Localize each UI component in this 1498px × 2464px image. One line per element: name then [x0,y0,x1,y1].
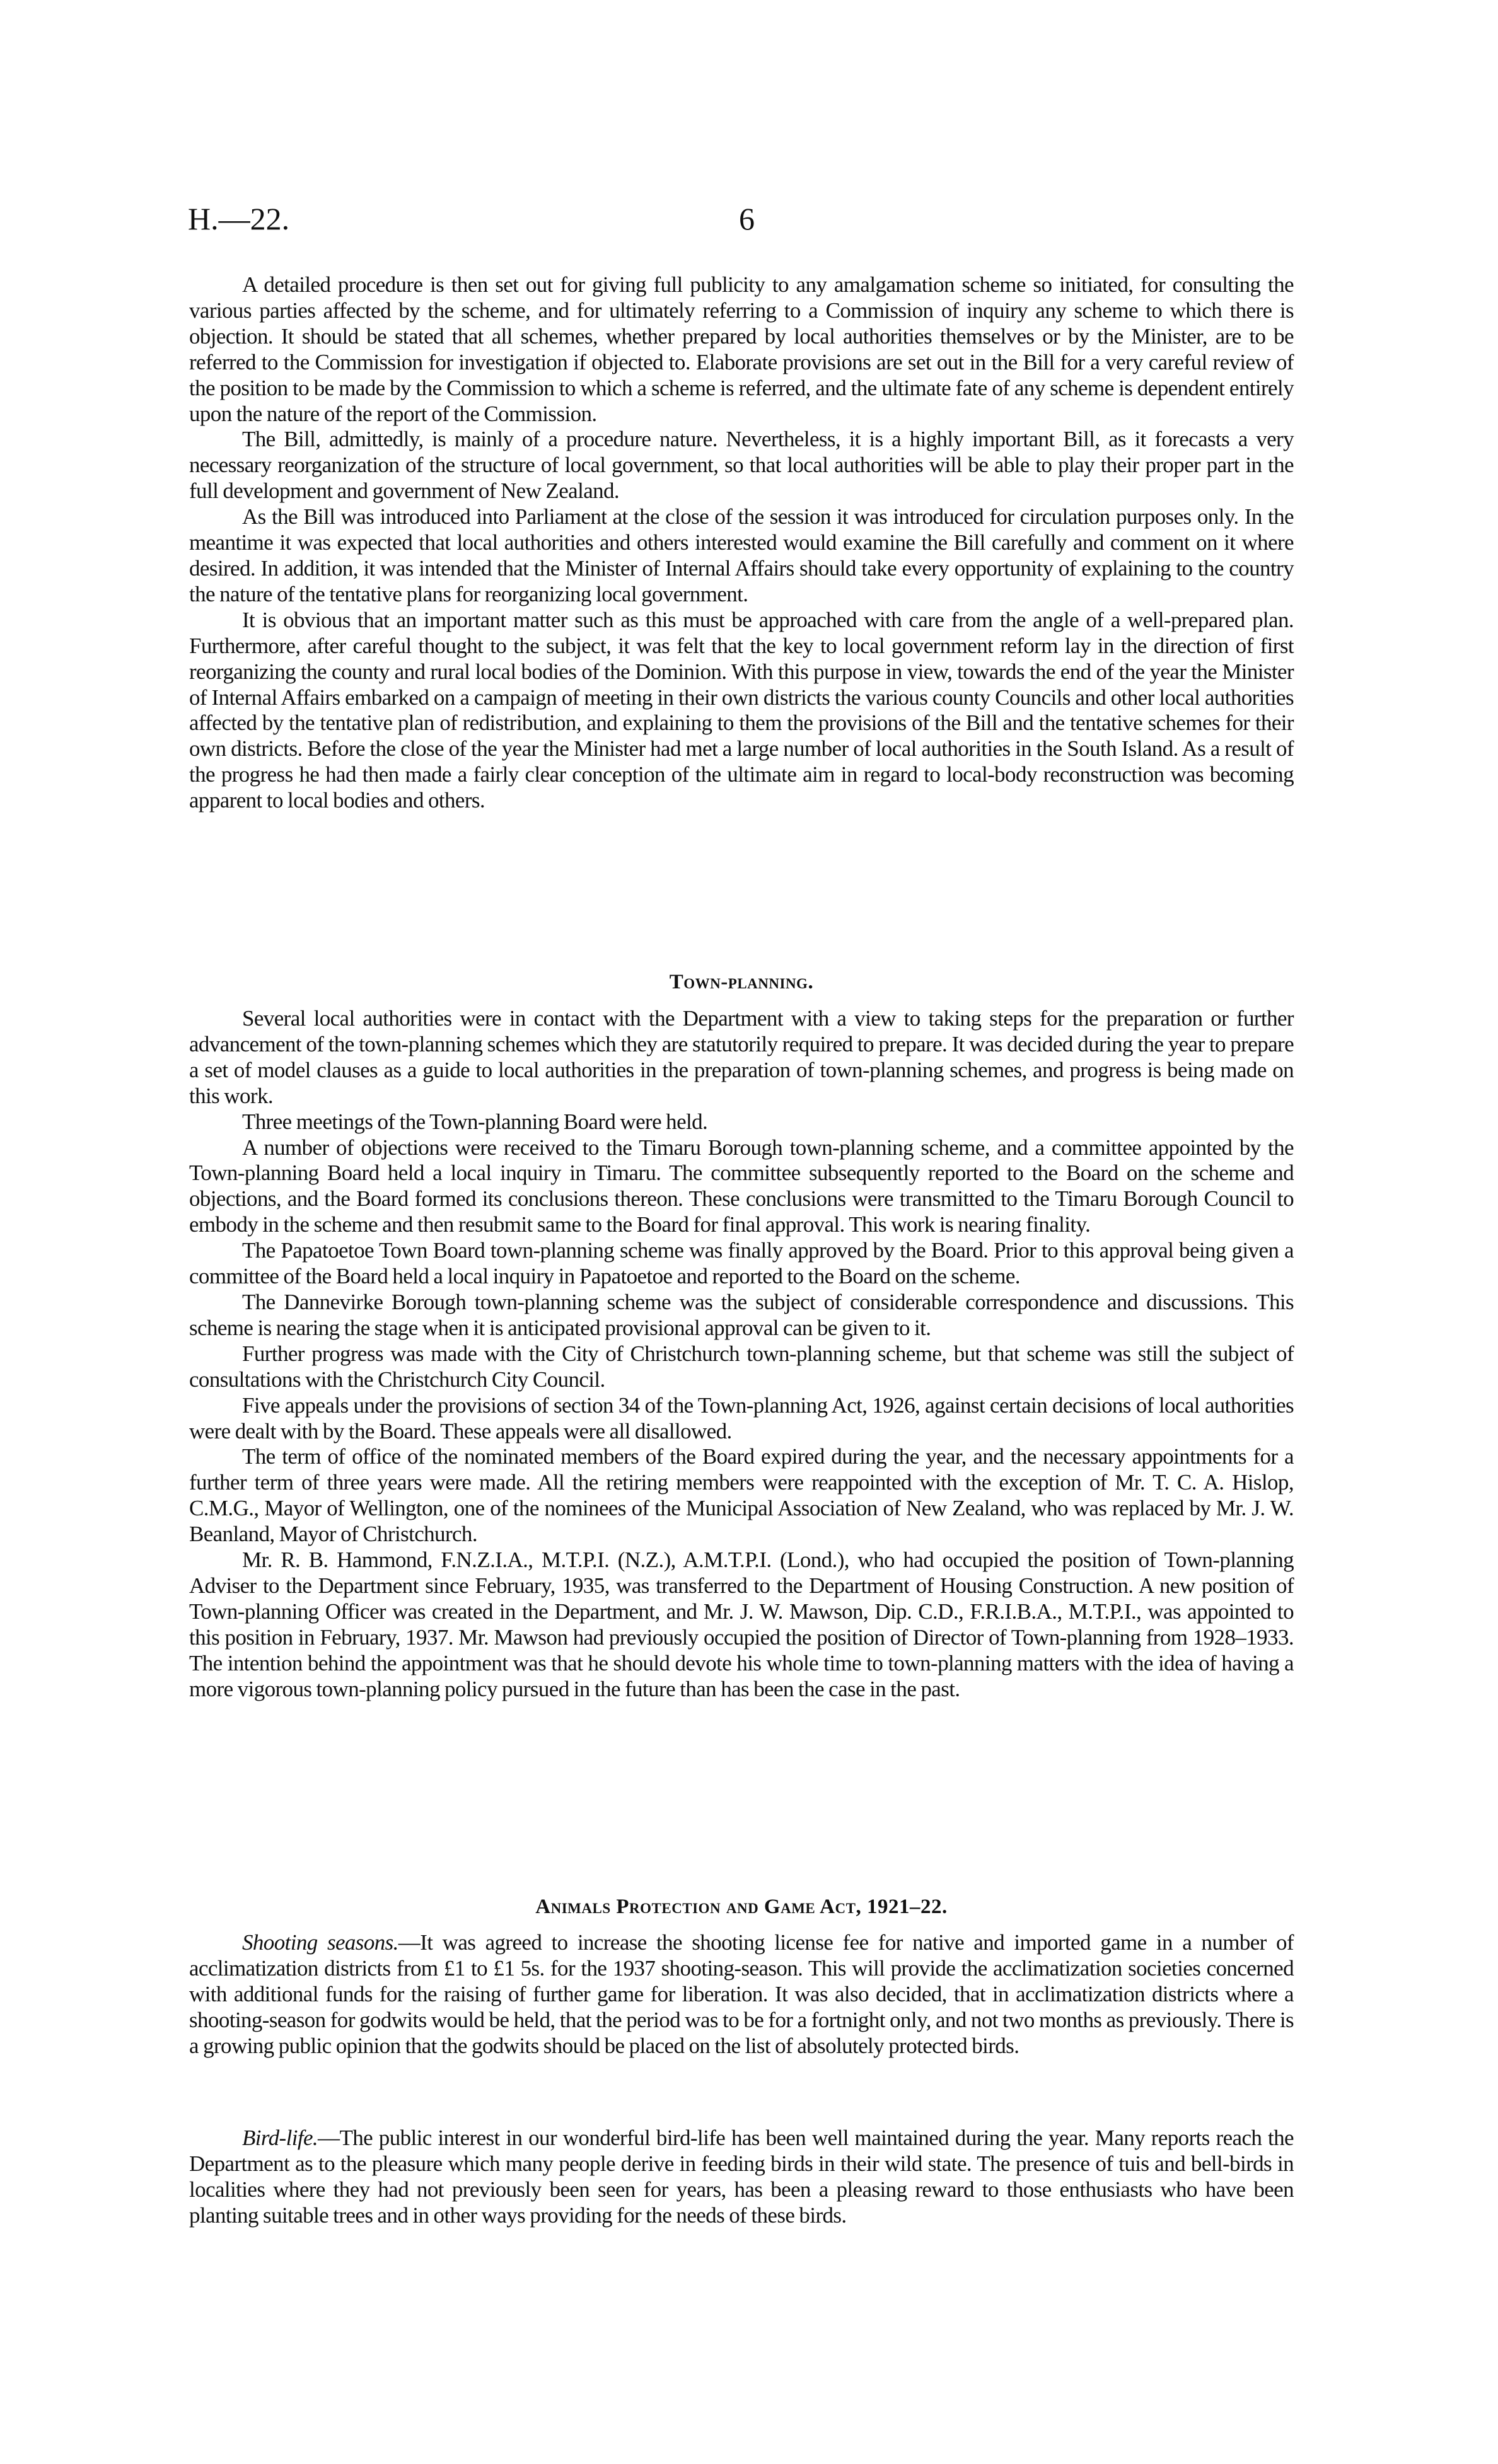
document-reference: H.—22. [188,201,290,236]
section-heading-animals-protection: Animals Protection and Game Act, 1921–22. [535,1895,948,1918]
paragraph: Mr. R. B. Hammond, F.N.Z.I.A., M.T.P.I. (N.Z.), A.M.T.P.I. (Lond.), who had occupied the position of Town-planning Adviser to the Department since February, 1935, was transferred to the Department of Housing Construction. A new position of Town-planning Officer was created in the Department, and Mr. J. W. Mawson, Dip. C.D., F.R.I.B.A., M.T.P.I., was appointed to this position in February, 1937. Mr. Mawson had previously occupied the position of Director of Town-planning from 1928–1933. The intention behind the appointment was that he should devote his whole time to town-planning matters with the idea of having a more vigorous town-planning policy pursued in the future than has been the case in the past. [189,1547,1294,1701]
paragraph-lead: Bird-life. [242,2126,318,2150]
paragraph: It is obvious that an important matter such as this must be approached with care from the angle of a well-prepared plan. Furthermore, after careful thought to the subject, it was felt that the key to local government reform lay in the direction of first reorganizing the county and rural local bodies of the Dominion. With this purpose in view, towards the end of the year the Minister of Internal Affairs embarked on a campaign of meeting in their own districts the various county Councils and other local authorities affected by the tentative plan of redistribution, and explaining to them the provisions of the Bill and the tentative schemes for their own districts. Before the close of the year the Minister had met a large number of local authorities in the South Island. As a result of the progress he had then made a fairly clear conception of the ultimate aim in regard to local-body reconstruction was becoming apparent to local bodies and others. [189,607,1294,813]
paragraph: As the Bill was introduced into Parliament at the close of the session it was introduced for circulation purposes only. In the meantime it was expected that local authorities and others interested would examine the Bill carefully and comment on it where desired. In addition, it was intended that the Minister of Internal Affairs should take every opportunity of explaining to the country the nature of the tentative plans for reorganizing local government. [189,504,1294,606]
intro-section [189,272,1294,814]
paragraph: Several local authorities were in contact with the Department with a view to taking steps for the preparation or further advancement of the town-planning schemes which they are statutorily required to prepare. It was decided during the year to prepare a set of model clauses as a guide to local authorities in the preparation of town-planning schemes, and progress is being made on this work. [189,1006,1294,1108]
animals-heading-wrap [189,1894,1294,1920]
page-number: 6 [739,201,755,236]
section-heading-town-planning: Town-planning. [669,971,814,993]
paragraph: Three meetings of the Town-planning Board were held. [242,1109,708,1134]
paragraph: The Dannevirke Borough town-planning scheme was the subject of considerable correspondence and discussions. This scheme is nearing the stage when it is anticipated provisional approval can be given to it. [189,1289,1294,1340]
paragraph: Further progress was made with the City of Christchurch town-planning scheme, but that scheme was still the subject of consultations with the Christchurch City Council. [189,1341,1294,1392]
town-planning-heading-wrap [189,969,1294,995]
bird-life-section [189,2126,1294,2229]
paragraph: A detailed procedure is then set out for giving full publicity to any amalgamation scheme so initiated, for consulting the various parties affected by the scheme, and for ultimately referring to a Commission of inquiry any scheme to which there is objection. It should be stated that all schemes, whether prepared by local authorities themselves or by the Minister, are to be referred to the Commission for investigation if objected to. Elaborate provisions are set out in the Bill for a very careful review of the position to be made by the Commission to which a scheme is referred, and the ultimate fate of any scheme is dependent entirely upon the nature of the report of the Commission. [189,272,1294,426]
paragraph: The term of office of the nominated members of the Board expired during the year, and the necessary appointments for a further term of three years were made. All the retiring members were reappointed with the exception of Mr. T. C. A. Hislop, C.M.G., Mayor of Wellington, one of the nominees of the Municipal Association of New Zealand, who was replaced by Mr. J. W. Beanland, Mayor of Christchurch. [189,1444,1294,1547]
paragraph-lead: Shooting seasons. [242,1930,398,1955]
paragraph: The Papatoetoe Town Board town-planning scheme was finally approved by the Board. Prior to this approval being given a committee of the Board held a local inquiry in Papatoetoe and reported to the Board on the scheme. [189,1238,1294,1289]
paragraph: The Bill, admittedly, is mainly of a procedure nature. Nevertheless, it is a highly important Bill, as it forecasts a very necessary reorganization of the structure of local government, so that local authorities will be able to play their proper part in the full development and government of New Zealand. [189,427,1294,504]
paragraph-text: —It was agreed to increase the shooting license fee for native and imported game in a number of acclimatization districts from £1 to £1 5s. for the 1937 shooting-season. This will provide the acclimatization societies concerned with additional funds for the raising of further game for liberation. It was also decided, that in acclimatization districts where a shooting-season for godwits would be held, that the period was to be for a fortnight only, and not two months as previously. There is a growing public opinion that the godwits should be placed on the list of absolutely protected birds. [189,1930,1294,2058]
paragraph: Five appeals under the provisions of section 34 of the Town-planning Act, 1926, against certain decisions of local authorities were dealt with by the Board. These appeals were all disallowed. [189,1392,1294,1443]
town-planning-section [189,1006,1294,1702]
paragraph-text: —The public interest in our wonderful bird-life has been well maintained during the year. Many reports reach the Department as to the pleasure which many people derive in feeding birds in their wild state. The presence of tuis and bell-birds in localities where they had not previously been seen for years, has been a pleasing reward to those enthusiasts who have been planting suitable trees and in other ways providing for the needs of these birds. [189,2126,1294,2228]
shooting-seasons-section [189,1930,1294,2059]
paragraph [189,1930,1294,2059]
paragraph [189,2126,1294,2229]
paragraph: A number of objections were received to the Timaru Borough town-planning scheme, and a committee appointed by the Town-planning Board held a local inquiry in Timaru. The committee subsequently reported to the Board on the scheme and objections, and the Board formed its conclusions thereon. These conclusions were transmitted to the Timaru Borough Council to embody in the scheme and then resubmit same to the Board for final approval. This work is nearing finality. [189,1135,1294,1237]
